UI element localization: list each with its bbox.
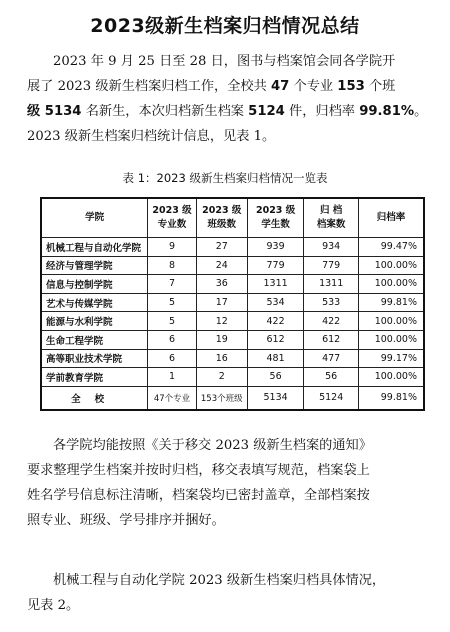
table-row [41,312,424,331]
cell-archived: 612 [304,330,359,349]
total-label: 全校 [41,386,148,410]
header-rate: 归档率 [358,198,424,238]
para2-line-2: 要求整理学生档案并按时归档，移交表填写规范，档案袋上 [27,463,370,478]
para3-line-1: 机械工程与自动化学院 2023 级新生档案归档具体情况， [53,573,386,588]
table-row [41,349,424,368]
header-majors: 2023 级 专业数 [148,198,196,238]
cell-majors: 8 [148,256,196,275]
cell-rate: 100.00% [358,256,424,275]
table-row [41,368,424,387]
intro-line-1: 2023 年 9 月 25 日至 28 日，图书与档案馆会同各学院开 [53,54,396,69]
para2-line-1: 各学院均能按照《关于移交 2023 级新生档案的通知》 [53,438,372,453]
cell-archived: 56 [304,368,359,387]
cell-majors: 6 [148,349,196,368]
cell-majors: 9 [148,238,196,257]
para2-line-3: 姓名学号信息标注清晰，档案袋均已密封盖章，全部档案按 [27,488,370,503]
intro-paragraph [27,49,427,149]
cell-rate: 99.47% [358,238,424,257]
cell-students: 534 [247,293,304,312]
header-archived: 归 档 档案数 [304,198,359,238]
cell-majors: 1 [148,368,196,387]
cell-students: 422 [247,312,304,331]
table2-reference-paragraph [27,568,427,618]
table-body [41,238,424,387]
cell-rate: 100.00% [358,368,424,387]
cell-students: 612 [247,330,304,349]
total-archived: 5124 [304,386,359,410]
cell-rate: 100.00% [358,275,424,294]
total-students: 5134 [247,386,304,410]
cell-archived: 533 [304,293,359,312]
cell-college: 能源与水利学院 [41,312,148,331]
cell-college: 机械工程与自动化学院 [41,238,148,257]
cell-classes: 24 [196,256,247,275]
total-classes: 153个班级 [196,386,247,410]
header-students: 2023 级 学生数 [247,198,304,238]
cell-students: 1311 [247,275,304,294]
total-rate: 99.81% [358,386,424,410]
table-caption: 表 1：2023 级新生档案归档情况一览表 [122,171,328,185]
intro-line-4: 2023 级新生档案归档统计信息，见表 1。 [27,129,276,144]
cell-rate: 99.81% [358,293,424,312]
cell-rate: 99.17% [358,349,424,368]
cell-classes: 19 [196,330,247,349]
cell-college: 生命工程学院 [41,330,148,349]
cell-classes: 2 [196,368,247,387]
cell-classes: 27 [196,238,247,257]
cell-college: 经济与管理学院 [41,256,148,275]
cell-rate: 100.00% [358,330,424,349]
cell-students: 939 [247,238,304,257]
intro-line-2: 展了 2023 级新生档案归档工作，全校共 47 个专业 153 个班 [27,79,396,94]
cell-students: 481 [247,349,304,368]
cell-rate: 100.00% [358,312,424,331]
para3-line-2: 见表 2。 [27,598,80,613]
table-total-row [41,386,424,410]
cell-students: 779 [247,256,304,275]
cell-majors: 7 [148,275,196,294]
intro-line-3: 级 5134 名新生，本次归档新生档案 5124 件，归档率 99.81%。 [27,104,428,119]
table-row [41,293,424,312]
cell-majors: 6 [148,330,196,349]
cell-majors: 5 [148,312,196,331]
header-college: 学院 [41,198,148,238]
table-header-row [41,198,424,238]
table-row [41,256,424,275]
cell-students: 56 [247,368,304,387]
total-majors: 47个专业 [148,386,196,410]
cell-classes: 17 [196,293,247,312]
cell-college: 信息与控制学院 [41,275,148,294]
cell-college: 学前教育学院 [41,368,148,387]
table-row [41,275,424,294]
cell-college: 高等职业技术学院 [41,349,148,368]
cell-classes: 16 [196,349,247,368]
table-row [41,238,424,257]
header-classes: 2023 级 班级数 [196,198,247,238]
para2-line-4: 照专业、班级、学号排序并捆好。 [27,513,225,528]
cell-classes: 12 [196,312,247,331]
cell-college: 艺术与传媒学院 [41,293,148,312]
cell-archived: 1311 [304,275,359,294]
document-title: 2023级新生档案归档情况总结 [90,15,360,37]
cell-majors: 5 [148,293,196,312]
cell-archived: 779 [304,256,359,275]
requirements-paragraph [27,433,427,533]
cell-archived: 422 [304,312,359,331]
cell-archived: 477 [304,349,359,368]
table-row [41,330,424,349]
cell-archived: 934 [304,238,359,257]
archive-summary-table [40,197,425,411]
cell-classes: 36 [196,275,247,294]
